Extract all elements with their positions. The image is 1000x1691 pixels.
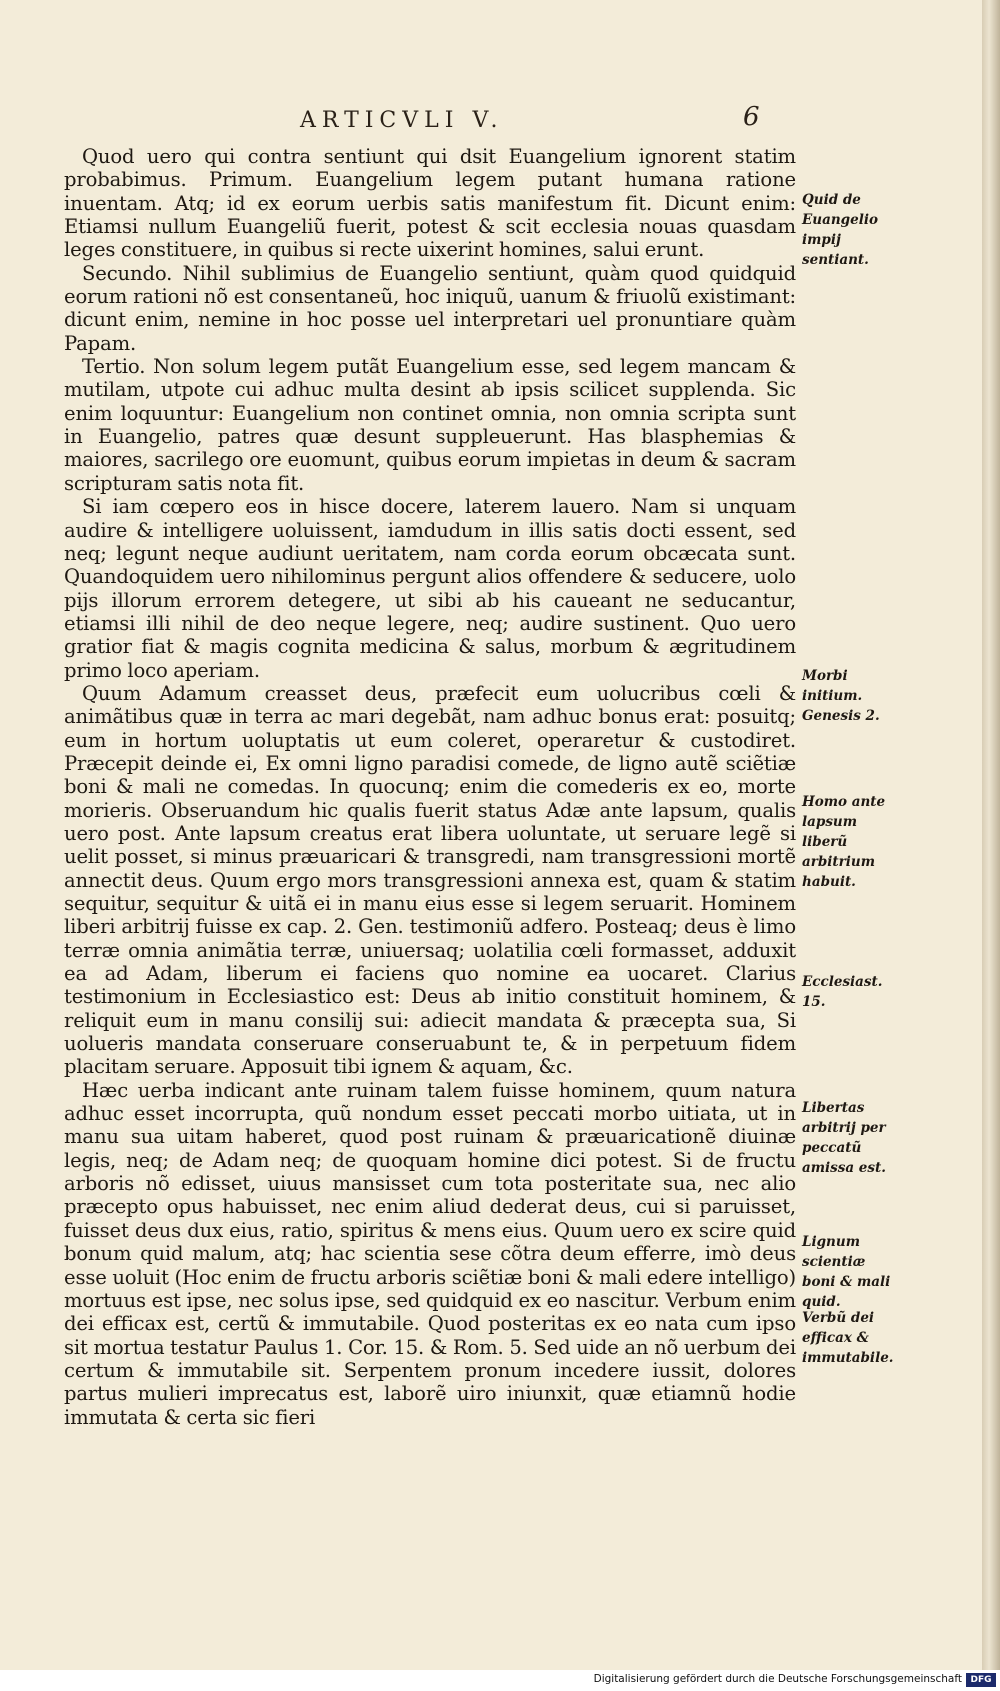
marginal-note: Lignum scientiæ boni & mali quid. [802,1234,891,1310]
page-number: 6 [743,102,760,132]
marginal-note: Homo ante lapsum liberũ arbitrium habuit. [802,794,886,890]
marginal-note: Ecclesiast. 15. [802,974,883,1010]
dfg-logo: DFG [966,1673,996,1687]
paragraph: Quod uero qui contra sentiunt qui dsit Euangelium ignorent statim probabimus. Primum. Euangelium legem putant humana ratione inuentam. Atq; id ex eorum uerbis satis manifestum fit. Dicunt enim: Etiamsi nullum Euangeliũ fuerit, potest & scit ecclesia nouas quasdam leges constituere, in quibus si recte uixerint homines, salui erunt. [64,145,796,262]
body-text [64,145,796,1429]
paragraph: Si iam cœpero eos in hisce docere, laterem lauero. Nam si unquam audire & intelligere uoluissent, iamdudum in illis satis docti essent, sed neq; legunt neque audiunt ueritatem, nam corda eorum obcæcata sunt. Quandoquidem uero nihilominus pergunt alios offendere & seducere, uolo pijs illorum errorem detegere, ut sibi ab his caueant ne seducantur, etiamsi illi nihil de deo neque legere, neq; audire sustinent. Quo uero gratior fiat & magis cognita medicina & salus, morbum & ægritudinem primo loco aperiam. [64,495,796,682]
running-head: ARTICVLI V. [300,108,504,133]
paragraph: Hæc uerba indicant ante ruinam talem fuisse hominem, quum natura adhuc esset incorrupta, quũ nondum esset peccati morbo uitiata, ut in manu sua uitam haberet, quod post ruinam & præuaricationẽ diuinæ legis, neq; de Adam neq; de quoquam homine dici potest. Si de fructu arboris nõ edisset, uiuus mansisset cum tota posteritate sua, nec alio præcepto opus habuisset, nec enim aliud dederat deus, cui si paruisset, fuisset deus dux eius, ratio, spiritus & mens eius. Quum uero ex scire quid bonum quid malum, atq; hac scientia sese cõtra deum efferre, imò deus esse uoluit (Hoc enim de fructu arboris sciẽtiæ boni & mali edere intelligo) mortuus est ipse, nec solus ipse, sed quidquid ex eo nascitur. Verbum enim dei efficax est, certũ & immutabile. Quod posteritas ex eo nata cum ipso sit mortua testatur Paulus 1. Cor. 15. & Rom. 5. Sed uide an nõ uerbum dei certum & immutabile sit. Serpentem pronum incedere iussit, dolores partus mulieri imprecatus est, laborẽ uiro iniunxit, quæ etiamnũ hodie immutata & certa sic fieri [64,1078,796,1429]
marginal-note: Morbi initium. Genesis 2. [802,668,880,724]
funding-credit: Digitalisierung gefördert durch die Deutsche Forschungsgemeinschaft [593,1673,962,1685]
footer [0,1670,1000,1691]
marginal-note: Verbũ dei efficax & immutabile. [802,1310,894,1366]
page-header [300,102,800,138]
marginal-note: Libertas arbitrij per peccatũ amissa est. [802,1100,886,1176]
page-edge [982,0,1000,1670]
marginal-note: Quid de Euangelio impij sentiant. [802,192,878,268]
paragraph: Secundo. Nihil sublimius de Euangelio sentiunt, quàm quod quidquid eorum rationi nõ est consentaneũ, hoc iniquũ, uanum & friuolũ existimant: dicunt enim, nemine in hoc posse uel interpretari uel pronuntiare quàm Papam. [64,261,796,355]
paragraph: Quum Adamum creasset deus, præfecit eum uolucribus cœli & animãtibus quæ in terra ac mari degebãt, nam adhuc bonus erat: posuitq; eum in hortum uoluptatis ut eum coleret, operaretur & custodiret. Præcepit deinde ei, Ex omni ligno paradisi comede, de ligno autẽ sciẽtiæ boni & mali ne comedas. In quocunq; enim die comederis ex eo, morte morieris. Obseruandum hic qualis fuerit status Adæ ante lapsum, qualis uero post. Ante lapsum creatus erat libera uoluntate, ut seruare legẽ si uelit posset, si minus præuaricari & transgredi, nam transgressioni mortẽ annectit deus. Quum ergo mors transgressioni annexa est, quam & statim sequitur, sequitur & uitã ei in manu eius esse si legem seruarit. Hominem liberi arbitrij fuisse ex cap. 2. Gen. testimoniũ adfero. Posteaq; deus è limo terræ omnia animãtia terræ, uniuersaq; uolatilia cœli formasset, adduxit ea ad Adam, liberum ei faciens quo nomine ea uocaret. Clarius testimonium in Ecclesiastico est: Deus ab initio constituit hominem, & reliquit eum in manu consilij sui: adiecit mandata & præcepta sua, Si uolueris mandata conseruare conseruabunt te, & in perpetuum fidem placitam seruare. Apposuit tibi ignem & aquam, &c. [64,681,796,1079]
paragraph: Tertio. Non solum legem putãt Euangelium esse, sed legem mancam & mutilam, utpote cui adhuc multa desint ab ipsis scilicet supplenda. Sic enim loquuntur: Euangelium non continet omnia, non omnia scripta sunt in Euangelio, patres quæ desunt suppleuerunt. Has blasphemias & maiores, sacrilego ore euomunt, quibus eorum impietas in deum & sacram scripturam satis nota fit. [64,355,796,495]
